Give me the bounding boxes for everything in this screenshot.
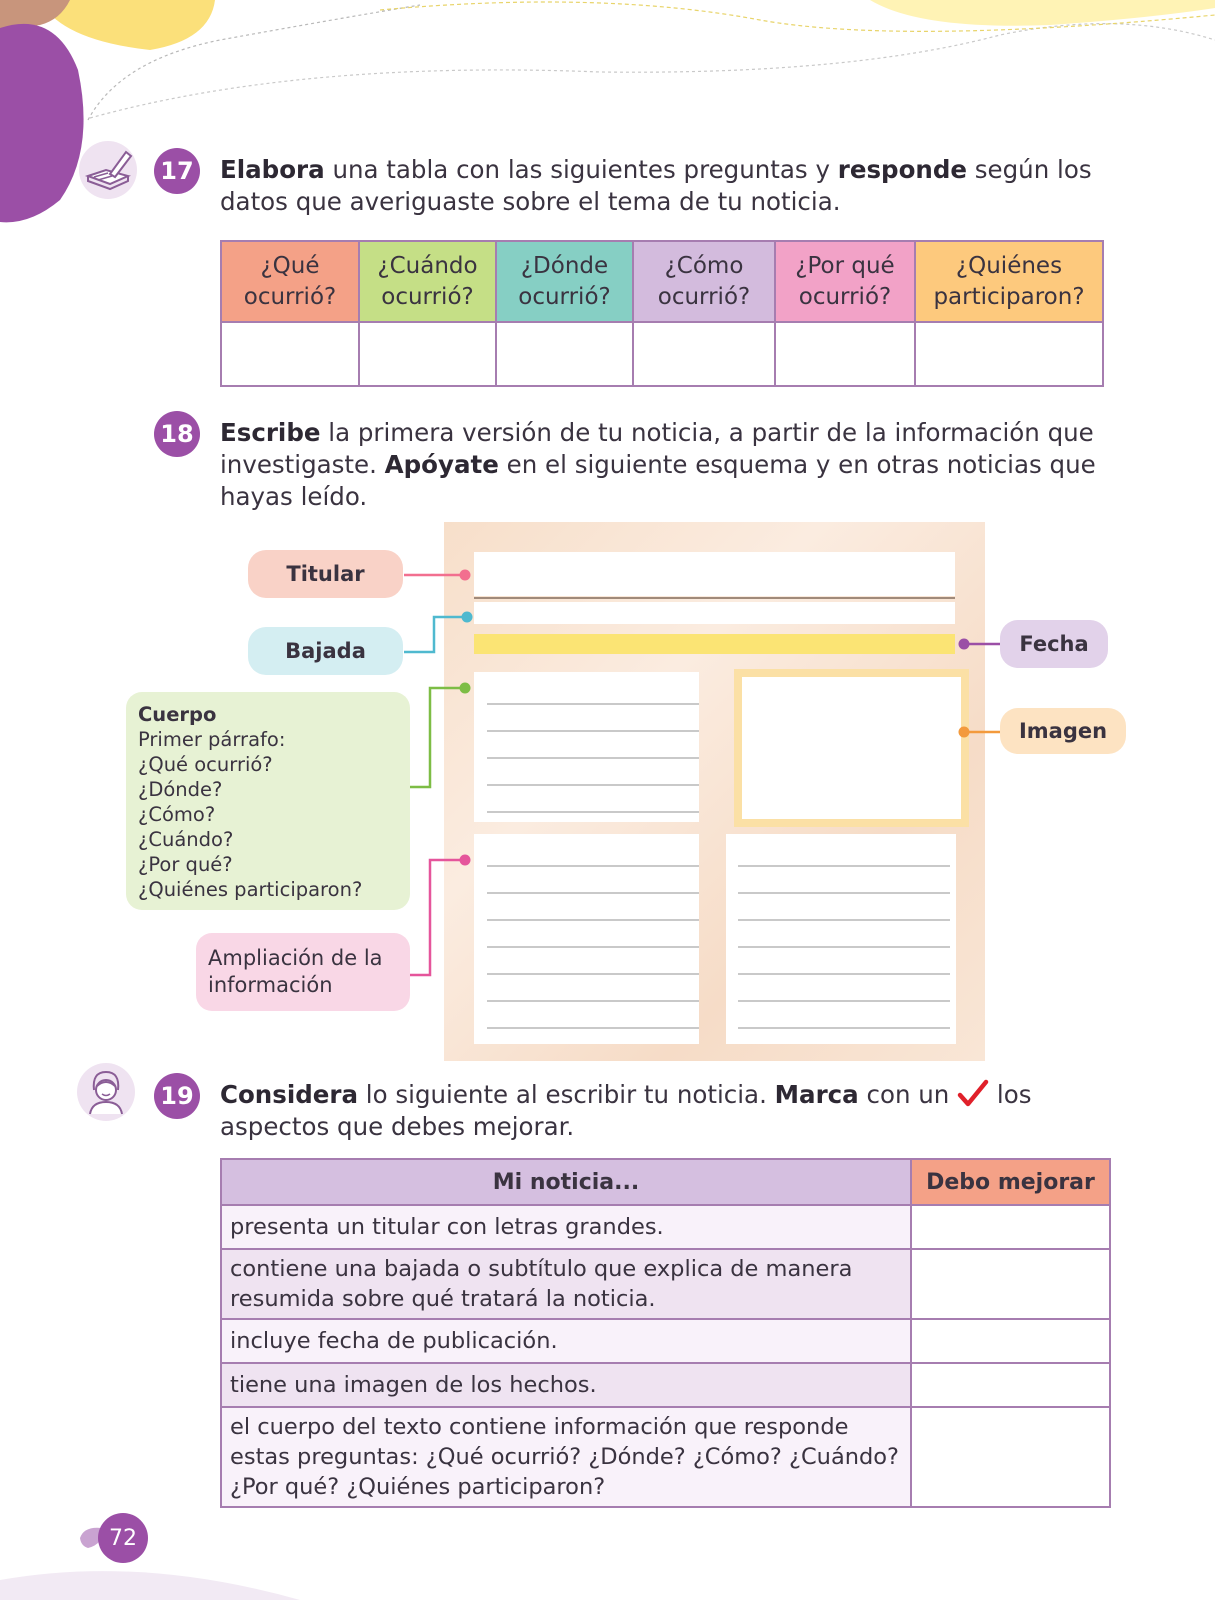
label-imagen: Imagen [1000, 708, 1126, 754]
instruction-verb-responde: responde [837, 155, 967, 184]
checkmark-icon [957, 1079, 989, 1109]
checklist-row [221, 1249, 1110, 1319]
activity-18-number: 18 [154, 411, 200, 457]
cuerpo-line: ¿Cuándo? [138, 828, 234, 851]
checklist-item: presenta un titular con letras grandes. [221, 1205, 911, 1249]
page-number: 72 [98, 1513, 148, 1563]
label-titular: Titular [248, 550, 403, 598]
header-que: ¿Qué ocurrió? [221, 241, 359, 322]
cuerpo-line: ¿Dónde? [138, 778, 223, 801]
activity-19-number: 19 [154, 1073, 200, 1119]
instruction-text: una tabla con las siguientes preguntas y [324, 155, 838, 184]
checklist-table [220, 1158, 1111, 1508]
checklist-checkbox[interactable] [911, 1205, 1110, 1249]
instruction-verb-apoyate: Apóyate [384, 450, 499, 479]
checklist-row [221, 1407, 1110, 1507]
activity-17-number: 17 [154, 148, 200, 194]
cuerpo-line: ¿Quiénes participaron? [138, 878, 363, 901]
instruction-verb-considera: Considera [220, 1080, 359, 1109]
checklist-header-row [221, 1159, 1110, 1205]
checklist-checkbox[interactable] [911, 1363, 1110, 1407]
instruction-verb-elabora: Elabora [220, 155, 325, 184]
checklist-checkbox[interactable] [911, 1407, 1110, 1507]
header-debo-mejorar: Debo mejorar [911, 1159, 1110, 1205]
checklist-checkbox[interactable] [911, 1249, 1110, 1319]
checklist-row [221, 1319, 1110, 1363]
instruction-text: los aspectos que debes mejorar. [220, 1080, 1032, 1141]
cuerpo-line: Primer párrafo: [138, 728, 286, 751]
instruction-text: con un [858, 1080, 958, 1109]
ampliacion-text: Ampliación de la información [208, 946, 383, 997]
label-ampliacion-box [196, 933, 410, 1011]
checklist-row [221, 1363, 1110, 1407]
checklist-item: contiene una bajada o subtítulo que explica de manera resumida sobre qué tratará la noticia. [221, 1249, 911, 1319]
checklist-item: tiene una imagen de los hechos. [221, 1363, 911, 1407]
checklist-item: el cuerpo del texto contiene información que responde estas preguntas: ¿Qué ocurrió? ¿Dónde? ¿Cómo? ¿Cuándo? ¿Por qué? ¿Quiénes participaron? [221, 1407, 911, 1507]
checklist-item: incluye fecha de publicación. [221, 1319, 911, 1363]
instruction-verb-marca: Marca [774, 1080, 859, 1109]
header-como: ¿Cómo ocurrió? [633, 241, 775, 322]
label-bajada: Bajada [248, 627, 403, 675]
label-fecha: Fecha [1000, 620, 1108, 668]
header-cuando: ¿Cuándo ocurrió? [359, 241, 496, 322]
instruction-text: según los datos que averiguaste sobre el tema de tu noticia. [220, 155, 1092, 216]
cuerpo-line: ¿Cómo? [138, 803, 216, 826]
student-avatar-icon [76, 1062, 136, 1122]
instruction-verb-escribe: Escribe [220, 418, 321, 447]
cuerpo-title: Cuerpo [138, 703, 217, 726]
header-mi-noticia: Mi noticia... [221, 1159, 911, 1205]
header-quienes: ¿Quiénes participaron? [915, 241, 1103, 322]
cuerpo-line: ¿Qué ocurrió? [138, 753, 273, 776]
checklist-checkbox[interactable] [911, 1319, 1110, 1363]
instruction-text: la primera versión de tu noticia, a partir de la información que investigaste. [220, 418, 1094, 479]
checklist-row [221, 1205, 1110, 1249]
instruction-text: en el siguiente esquema y en otras noticias que hayas leído. [220, 450, 1096, 511]
activity-19-instruction [220, 1079, 1100, 1143]
header-donde: ¿Dónde ocurrió? [496, 241, 633, 322]
cuerpo-line: ¿Por qué? [138, 853, 233, 876]
label-cuerpo-box [126, 692, 410, 910]
instruction-text: lo siguiente al escribir tu noticia. [358, 1080, 775, 1109]
header-por-que: ¿Por qué ocurrió? [775, 241, 915, 322]
